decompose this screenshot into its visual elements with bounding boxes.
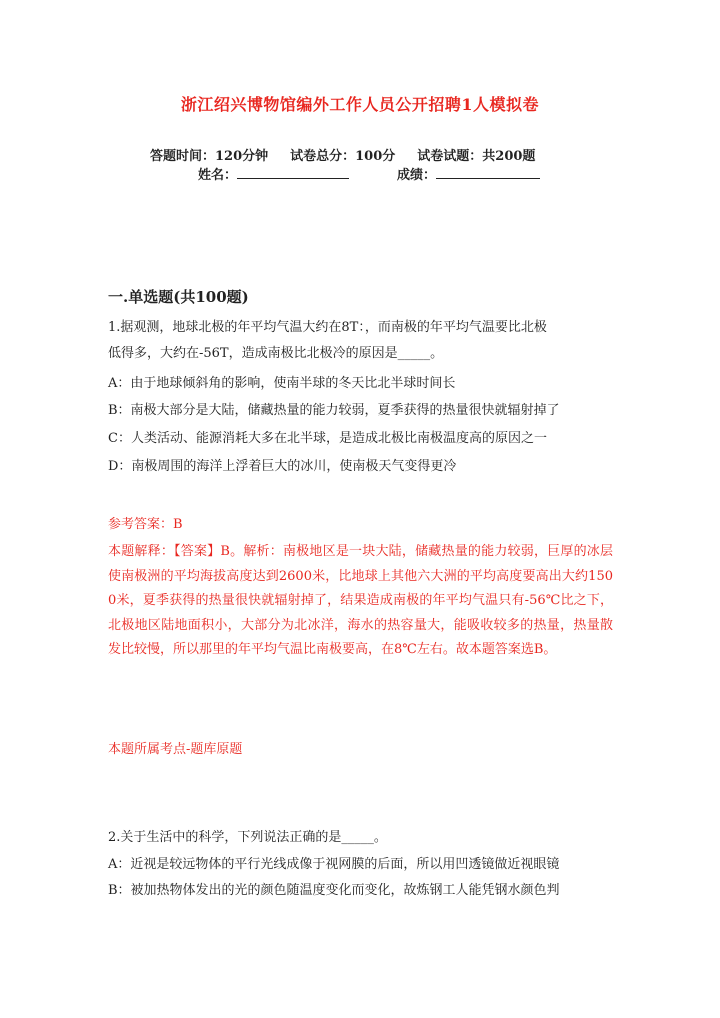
grade-label: 成绩：	[397, 168, 437, 183]
name-label: 姓名：	[198, 168, 238, 183]
q1-option-c[interactable]: C：人类活动、能源消耗大多在北半球，是造成北极比南极温度高的原因之一	[108, 431, 547, 446]
grade-field[interactable]	[436, 165, 540, 179]
q1-stem-line2: 低得多，大约在-56T，造成南极比北极冷的原因是_____。	[108, 346, 444, 361]
q1-option-d[interactable]: D：南极周围的海洋上浮着巨大的冰川，使南极天气变得更冷	[108, 459, 457, 474]
candidate-row	[198, 164, 540, 183]
q1-category: 本题所属考点-题库原题	[108, 742, 243, 757]
exam-title: 浙江绍兴博物馆编外工作人员公开招聘1人模拟卷	[180, 95, 540, 114]
q2-stem: 2.关于生活中的科学，下列说法正确的是_____。	[108, 830, 387, 845]
section-heading: 一.单选题(共100题)	[108, 288, 249, 306]
q1-answer: 参考答案：B	[108, 517, 183, 532]
q1-explanation: 本题解释：【答案】B。解析：南极地区是一块大陆，储藏热量的能力较弱，巨厚的冰层使南极洲的平均海拔高度达到2600米，比地球上其他六大洲的平均高度要高出大约1500米，夏季获得的热量很快就辐射掉了，结果造成南极的年平均气温只有-56℃比之下，北极地区陆地面积小，大部分为北冰洋，海水的热容量大，能吸收较多的热量，热量散发比较慢，所以那里的年平均气温比南极要高，在8℃左右。故本题答案选B。	[108, 544, 613, 658]
name-field[interactable]	[237, 165, 349, 179]
q1-stem-line1: 1.据观测，地球北极的年平均气温大约在8T：，而南极的年平均气温要比北极	[108, 320, 547, 335]
q2-option-b[interactable]: B：被加热物体发出的光的颜色随温度变化而变化，故炼钢工人能凭钢水颜色判	[108, 883, 560, 898]
q2-option-a[interactable]: A：近视是较远物体的平行光线成像于视网膜的后面，所以用凹透镜做近视眼镜	[108, 857, 560, 872]
time-label: 答题时间：120分钟	[150, 149, 269, 164]
q1-option-a[interactable]: A：由于地球倾斜角的影响，使南半球的冬天比北半球时间长	[108, 376, 456, 391]
exam-meta-row	[150, 145, 535, 164]
count-label: 试卷试题：共200题	[417, 149, 536, 164]
q1-option-b[interactable]: B：南极大部分是大陆，储藏热量的能力较弱，夏季获得的热量很快就辐射掉了	[108, 403, 560, 418]
score-label: 试卷总分：100分	[290, 149, 396, 164]
